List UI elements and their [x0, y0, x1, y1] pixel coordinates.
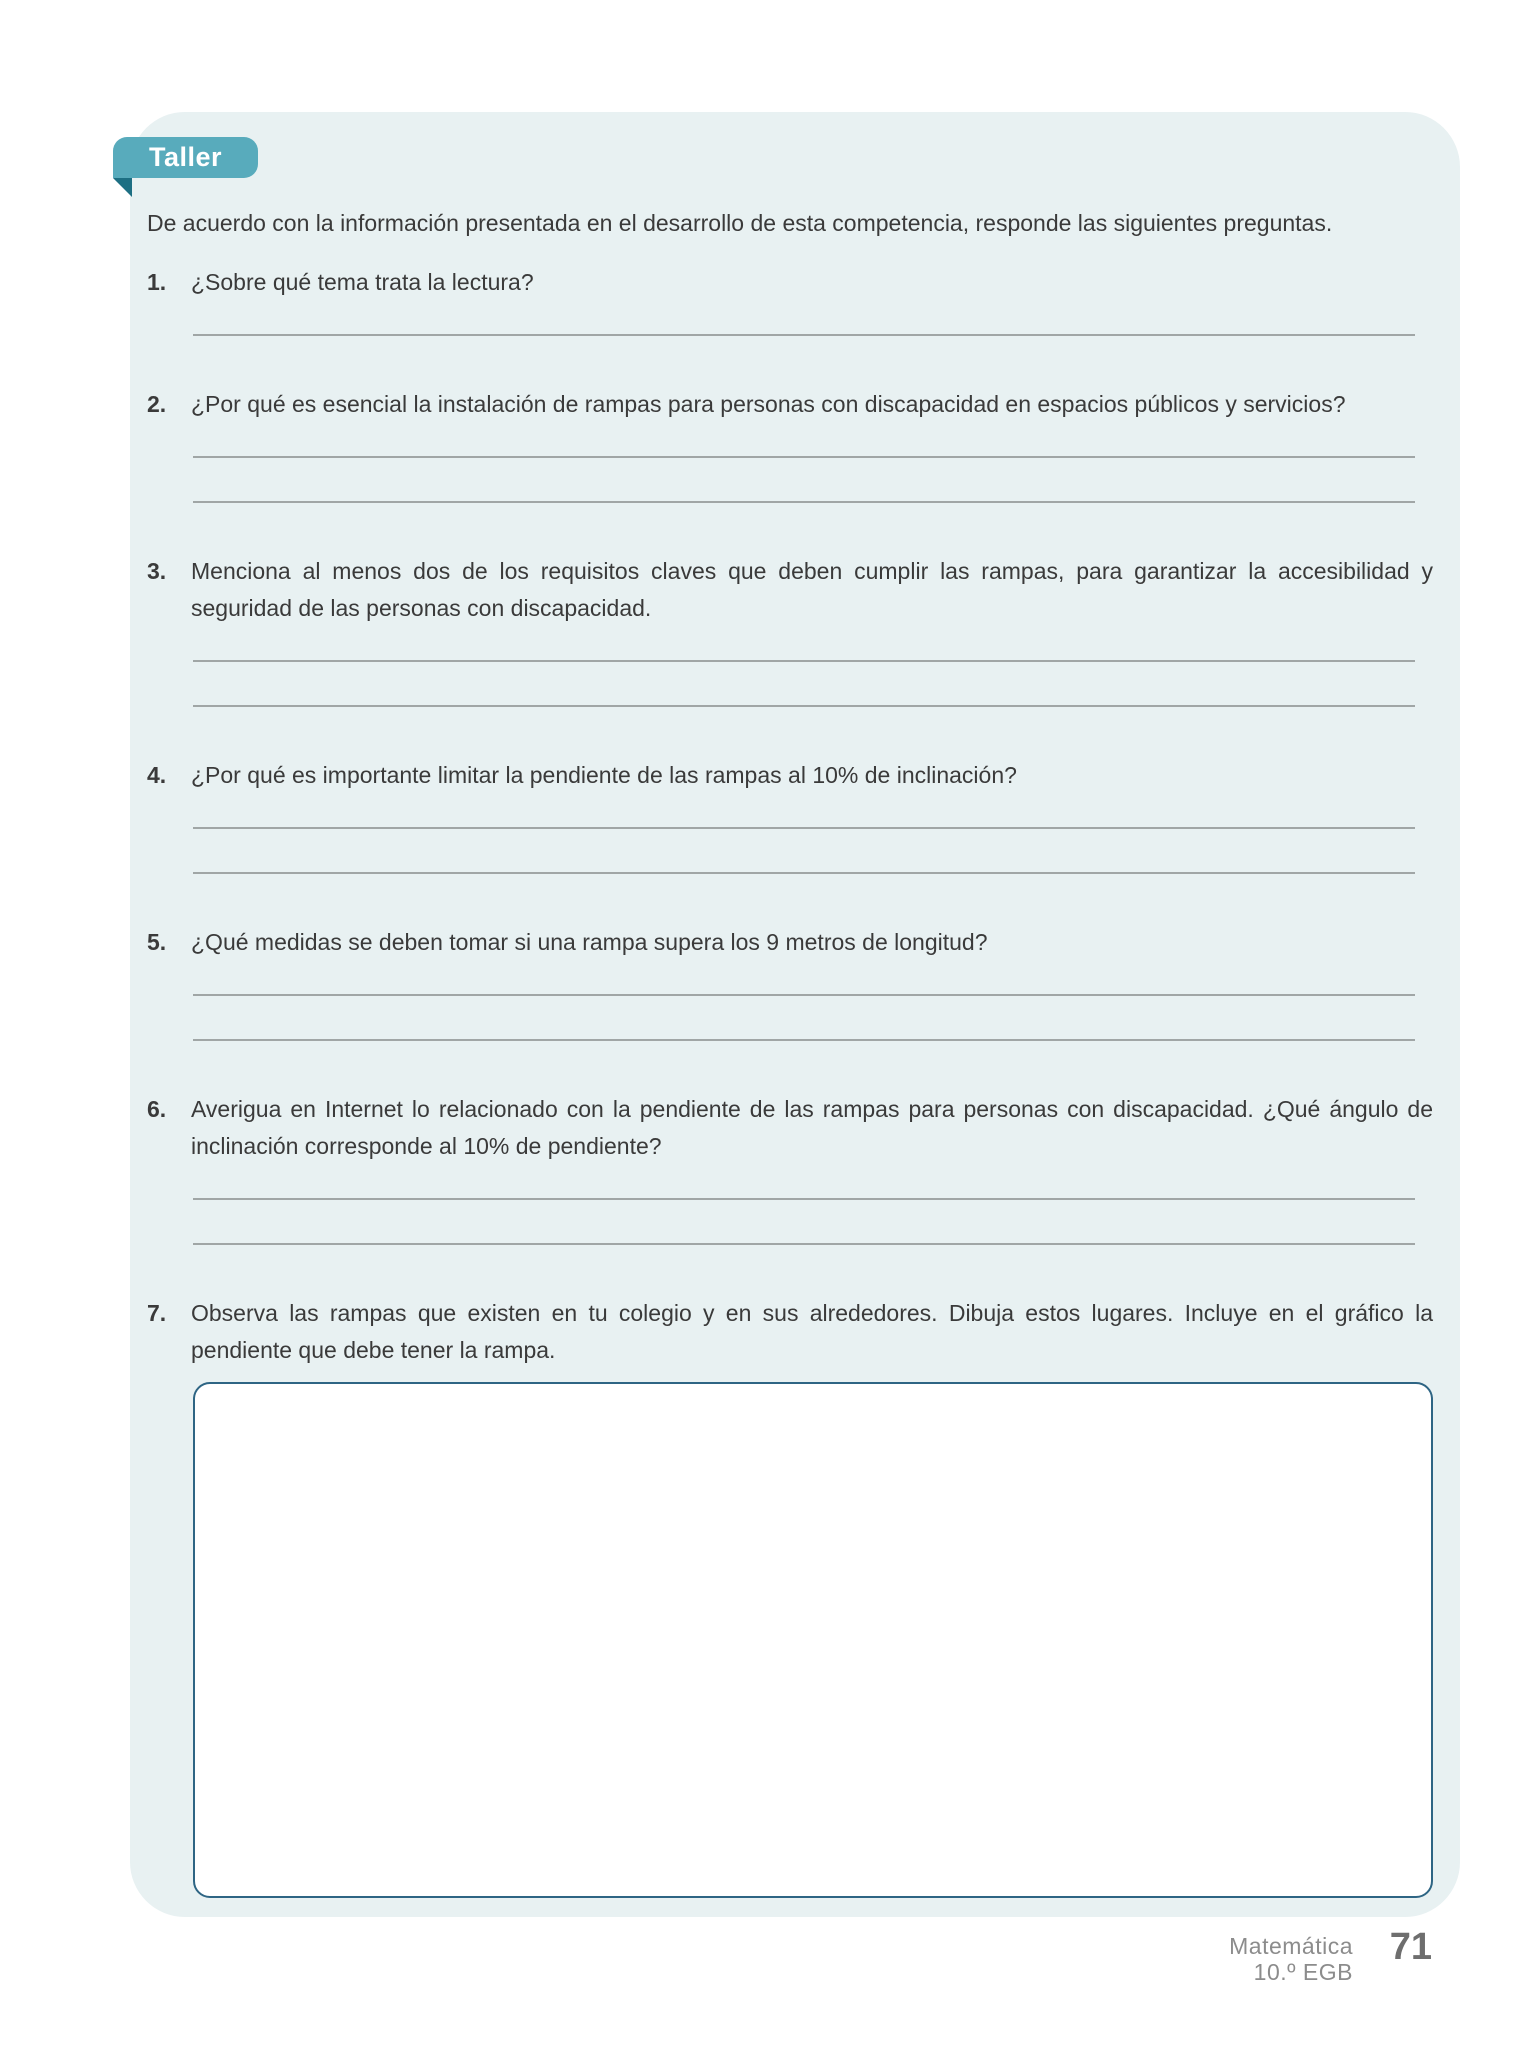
footer-subject: Matemática [1229, 1933, 1353, 1959]
answer-line [193, 872, 1415, 874]
question-text: ¿Por qué es esencial la instalación de rampas para personas con discapacidad en espacios públicos y servicios? [191, 391, 1346, 417]
answer-line [193, 1198, 1415, 1200]
question-number: 1. [147, 269, 167, 295]
question-item-2 [147, 386, 1433, 423]
taller-badge-label: Taller [149, 142, 223, 172]
answer-line [193, 705, 1415, 707]
taller-badge [113, 137, 258, 178]
question-item-6 [147, 1091, 1433, 1165]
question-number: 4. [147, 762, 167, 788]
question-text: ¿Qué medidas se deben tomar si una rampa supera los 9 metros de longitud? [191, 929, 988, 955]
question-number: 3. [147, 558, 167, 584]
answer-line [193, 994, 1415, 996]
question-text: ¿Por qué es importante limitar la pendiente de las rampas al 10% de inclinación? [191, 762, 1017, 788]
question-text: Menciona al menos dos de los requisitos claves que deben cumplir las rampas, para garantizar la accesibilidad y seguridad de las personas con discapacidad. [191, 558, 1433, 621]
question-text: ¿Sobre qué tema trata la lectura? [191, 269, 534, 295]
question-item-7 [147, 1295, 1433, 1369]
page-number: 71 [1389, 1926, 1432, 1968]
answer-line [193, 334, 1415, 336]
footer [1229, 1933, 1353, 1985]
drawing-box [193, 1382, 1433, 1898]
question-item-4 [147, 757, 1433, 794]
worksheet-content [147, 205, 1433, 1898]
answer-line [193, 456, 1415, 458]
question-number: 2. [147, 391, 167, 417]
taller-panel [130, 112, 1460, 1917]
answer-line [193, 1243, 1415, 1245]
question-number: 5. [147, 929, 167, 955]
question-item-5 [147, 924, 1433, 961]
answer-line [193, 1039, 1415, 1041]
question-number: 7. [147, 1300, 167, 1326]
question-item-1 [147, 264, 1433, 301]
footer-grade: 10.º EGB [1253, 1959, 1353, 1985]
answer-line [193, 827, 1415, 829]
answer-line [193, 501, 1415, 503]
badge-fold-triangle [113, 178, 132, 197]
question-item-3 [147, 553, 1433, 627]
question-number: 6. [147, 1096, 167, 1122]
question-text: Observa las rampas que existen en tu colegio y en sus alrededores. Dibuja estos lugares. Incluye en el gráfico la pendiente que debe tener la rampa. [191, 1300, 1433, 1363]
answer-line [193, 660, 1415, 662]
intro-text: De acuerdo con la información presentada en el desarrollo de esta competencia, responde las siguientes preguntas. [147, 210, 1333, 236]
question-text: Averigua en Internet lo relacionado con la pendiente de las rampas para personas con discapacidad. ¿Qué ángulo de inclinación corresponde al 10% de pendiente? [191, 1096, 1433, 1159]
